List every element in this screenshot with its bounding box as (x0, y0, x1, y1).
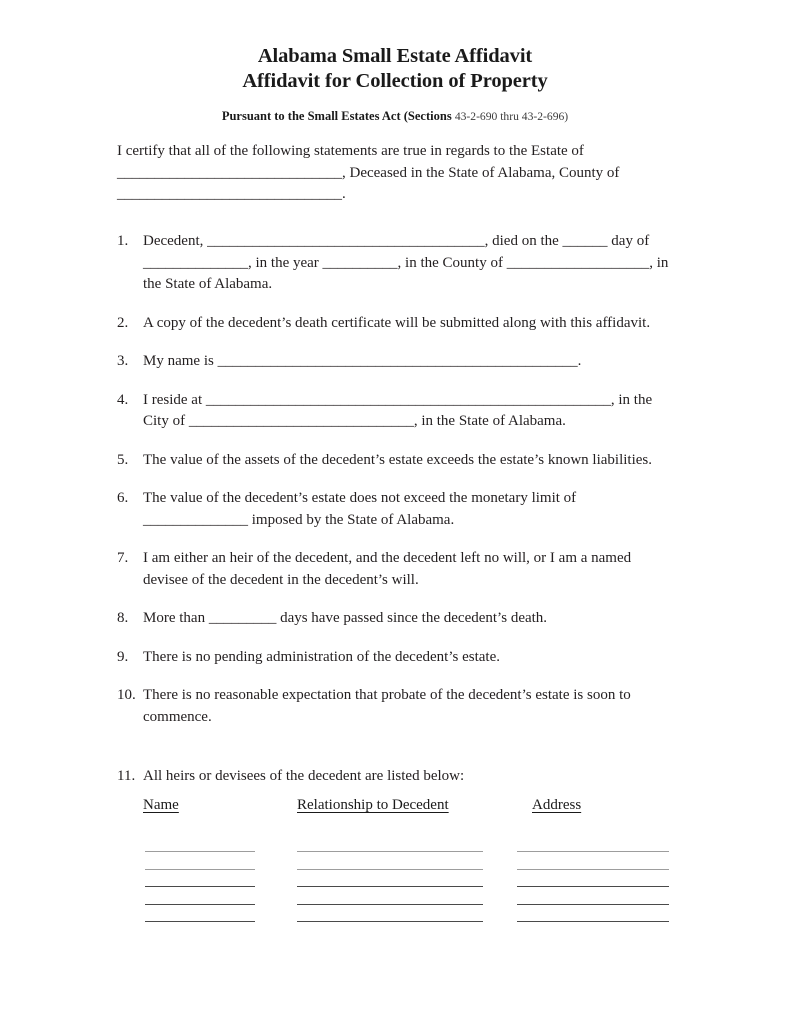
clause-item (117, 647, 677, 669)
table-row[interactable] (143, 835, 677, 853)
clause-item (117, 608, 677, 630)
clause-text: A copy of the decedent’s death certificate will be submitted along with this affidavit. (143, 314, 651, 331)
address-blank-field[interactable] (517, 853, 669, 870)
heirs-table-header-row (143, 795, 677, 817)
name-blank-field[interactable] (145, 835, 255, 852)
clause-text: There is no reasonable expectation that probate of the decedent’s estate is soon to commence. (143, 687, 631, 725)
heirs-table (143, 795, 677, 817)
name-blank-field[interactable] (145, 870, 255, 887)
clause-item (117, 450, 677, 472)
certification-paragraph: I certify that all of the following statements are true in regards to the Estate of ______________________________, Deceased in the State of Alabama, County of ______________________________. (117, 143, 620, 202)
relationship-blank-field[interactable] (297, 905, 483, 922)
clause-number: 4. (117, 391, 129, 408)
table-row[interactable] (143, 853, 677, 871)
column-header-relationship: Relationship to Decedent (297, 797, 449, 813)
statute-citation-label: Pursuant to the Small Estates Act (Sections (221, 109, 452, 123)
address-blank-field[interactable] (517, 905, 669, 922)
page-title-line-1: Alabama Small Estate Affidavit (257, 45, 533, 67)
clause-number: 5. (117, 451, 129, 468)
clause-number: 7. (117, 550, 129, 566)
clause-text: My name is ________________________________________________. (143, 353, 582, 369)
column-header-address: Address (532, 797, 582, 813)
table-row[interactable] (143, 870, 677, 888)
clause-text: I am either an heir of the decedent, and the decedent left no will, or I am a named devisee of the decedent in the decedent’s will. (143, 550, 632, 588)
address-blank-field[interactable] (517, 888, 669, 905)
relationship-blank-field[interactable] (297, 870, 483, 887)
address-blank-field[interactable] (517, 870, 669, 887)
heirs-table-body (143, 835, 677, 923)
clause-item (117, 351, 677, 373)
clause-item (117, 548, 677, 591)
clause-text: More than _________ days have passed since the decedent’s death. (143, 610, 548, 626)
clause-number: 8. (117, 610, 129, 626)
statute-citation-sections: 43-2-690 thru 43-2-696) (454, 110, 569, 123)
address-blank-field[interactable] (517, 835, 669, 852)
page-title-line-2: Affidavit for Collection of Property (242, 70, 548, 92)
column-header-name: Name (143, 797, 179, 813)
clause-list (117, 231, 677, 805)
clause-item (117, 766, 677, 788)
clause-text: Decedent, _____________________________________, died on the ______ day of ______________, in the year __________, in the County of ___________________, in the State of Alabama. (143, 233, 669, 292)
document-title-block (0, 44, 790, 94)
clause-text: The value of the assets of the decedent’s estate exceeds the estate’s known liabilities. (143, 451, 652, 468)
clause-number: 11. (117, 768, 136, 784)
clause-number: 6. (117, 490, 129, 506)
clause-text: The value of the decedent’s estate does not exceed the monetary limit of ______________ imposed by the State of Alabama. (143, 490, 577, 528)
clause-item (117, 313, 677, 335)
clause-text: I reside at ______________________________________________________, in the City of ______________________________, in the State of Alabama. (143, 391, 653, 429)
name-blank-field[interactable] (145, 888, 255, 905)
table-row[interactable] (143, 888, 677, 906)
clause-item (117, 488, 677, 531)
clause-item (117, 390, 677, 433)
clause-item (117, 231, 677, 296)
clause-number: 2. (117, 314, 129, 331)
clause-number: 3. (117, 353, 129, 369)
table-row[interactable] (143, 905, 677, 923)
clause-text: All heirs or devisees of the decedent are listed below: (143, 768, 465, 784)
clause-number: 9. (117, 648, 129, 665)
relationship-blank-field[interactable] (297, 888, 483, 905)
clause-number: 1. (117, 233, 129, 249)
relationship-blank-field[interactable] (297, 853, 483, 870)
clause-number: 10. (117, 687, 136, 703)
relationship-blank-field[interactable] (297, 835, 483, 852)
clause-item (117, 685, 677, 728)
name-blank-field[interactable] (145, 905, 255, 922)
name-blank-field[interactable] (145, 853, 255, 870)
clause-text: There is no pending administration of the decedent’s estate. (143, 648, 500, 665)
statute-citation (0, 108, 790, 125)
